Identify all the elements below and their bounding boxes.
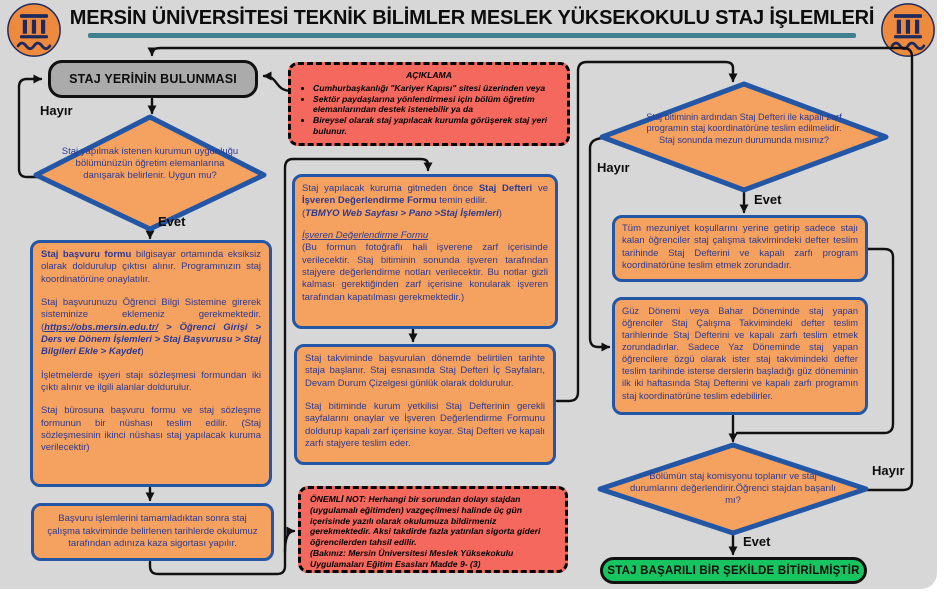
application-box xyxy=(30,240,272,487)
label-yes-2: Evet xyxy=(754,192,782,207)
explanation-item: • Bireysel olarak staj yapılacak kurumla görüşerek staj yeri bulunur. xyxy=(313,115,558,137)
explanation-item: • Cumhurbaşkanlığı "Kariyer Kapısı" sitesi üzerinden veya xyxy=(313,83,558,94)
application-paragraph: Staj başvuru formu bilgisayar ortamında eksiksiz olarak doldurulup çıktısı alınır. Programınızın staj koordinatörüne onaylatılır. xyxy=(41,249,261,285)
label-yes-1: Evet xyxy=(158,214,186,229)
application-paragraph: Staj başvurunuzu Öğrenci Bilgi Sistemine girerek sisteminize eklemeniz gerekmektedir. (https://obs.mersin.edu.tr/ > Öğrenci Girişi > Ders ve Dönem İşlemleri > Staj Başvurusu > Staj Bilgileri Ekle > Kaydet) xyxy=(41,297,262,358)
application-paragraph: İşletmelerde işyeri stajı sözleşmesi formundan iki çıktı alınır ve ilgili alanlar doldurulur. xyxy=(41,369,261,394)
explanation-title: AÇIKLAMA xyxy=(406,70,452,80)
decision-suitability-text: Staj yapılmak istenen kurumun uygunluğu bölümünüzün öğretim elemanlarına danışarak belirlenir. Uygun mu? xyxy=(61,146,239,181)
application-paragraph: Staj bürosuna başvuru formu ve staj sözleşme formunun bir nüshası teslim edilir. (Staj sözleşmesinin ikinci nüshası staj yapılacak kuruma verilecektir) xyxy=(41,405,261,454)
insurance-box: Başvuru işlemlerini tamamladıktan sonra staj çalışma takviminde belirlenen tarihlerde okulumuz tarafından adınıza kaza sigortası yapılır. xyxy=(31,503,274,561)
important-note xyxy=(298,486,568,573)
decision-graduation-text: Staj bitiminin ardından Staj Defteri ile kapalı zarf programın staj koordinatörüne teslim edilmelidir. Staj sonunda mezun durumunda mısınız? xyxy=(646,112,842,145)
label-no-1: Hayır xyxy=(40,103,73,118)
documents-paragraph: Staj yapılacak kuruma gitmeden önce Staj Defteri ve İşveren Değerlendirme Formu temin edilir. (TBMYO Web Sayfası > Pano >Staj İşlemleri) xyxy=(302,183,548,219)
start-node: STAJ YERİNİN BULUNMASI xyxy=(48,60,258,98)
important-note-paragraph: (Bakınız: Mersin Üniversitesi Meslek Yüksekokulu Uygulamaları Eğitim Esasları Madde 9- (3) xyxy=(310,548,514,569)
explanation-note xyxy=(288,62,570,146)
internship-paragraph: Staj bitiminde kurum yetkilisi Staj Defterinin gerekli sayfalarını onaylar ve İşveren Değerlendirme Formunu doldurup kapalı zarf içerisine koyar. Staj Defteri ve kapalı zarfı stajyere teslim eder. xyxy=(305,401,545,450)
internship-paragraph: Staj takviminde başvurulan dönemde belirtilen tarihte staja başlanır. Staj esnasında Staj Defteri İç Sayfaları, Devam Durum Çizelgesi günlük olarak doldurulur. xyxy=(305,353,545,389)
connector-branch-to-important-note xyxy=(285,531,294,552)
important-note-paragraph: ÖNEMLİ NOT: Herhangi bir sorundan dolayı stajdan (uygulamalı eğitimden) vazgeçilmesi halinde üç gün içerisinde yazılı olarak okulumuza bildirmeniz gerekmektedir. Aksi takdirde fazla yatırılan sigorta gideri öğrencilerden tahsil edilir. xyxy=(310,494,541,548)
explanation-item: • Sektör paydaşlarına yönlendirmesi için bölüm öğretim elemanlarından destek istenebilir ya da xyxy=(313,94,558,116)
connector-decision1-no-loop xyxy=(19,79,41,177)
term-students-box: Güz Dönemi veya Bahar Döneminde staj yapan öğrenciler Staj Çalışma Takvimindeki defter teslim tarihlerinde Staj Defterini ve kapalı zarfı teslim etmek zorundadırlar. Sadece Yaz Döneminde staj yapan öğrencilere özgü olarak ister staj takvimindeki defter teslim tarihinde isterse derslerin başladığı güz döneminin ilk iki haftasında Staj Defterini ve kapalı zarfı programın staj koordinatörüne teslim edebilirler. xyxy=(612,297,868,415)
label-no-3: Hayır xyxy=(872,463,905,478)
explanation-list xyxy=(300,83,558,137)
end-node: STAJ BAŞARILI BİR ŞEKİLDE BİTİRİLMİŞTİR xyxy=(600,557,867,584)
label-yes-3: Evet xyxy=(743,534,771,549)
documents-box xyxy=(292,174,558,329)
graduating-students-box: Tüm mezuniyet koşullarını yerine getirip sadece stajı kalan öğrenciler staj çalışma takvimindeki defter teslim tarihinde Staj Defterini ve kapalı zarfı program koordinatörüne teslim etmek zorundadır. xyxy=(612,215,868,282)
internship-period-box xyxy=(294,344,556,465)
documents-paragraph: İşveren Değerlendirme Formu (Bu formun fotoğraflı hali işverene zarf içerisinde verilecektir. Staj bitiminin sonunda işveren tarafından stajyere değerlendirme notları verilecektir. Bu notlar gizli kalması gerektiğinden zarf içerisine konularak işveren tarafından kapatılması gerekmektedir.) xyxy=(302,230,548,303)
decision-evaluation-text: Bölümün staj komisyonu toplanır ve staj durumlarını değerlendirir.Öğrenci stajdan başarılı mı? xyxy=(630,471,836,506)
page-title: MERSİN ÜNİVERSİTESİ TEKNİK BİLİMLER MESLEK YÜKSEKOKULU STAJ İŞLEMLERİ xyxy=(69,7,875,29)
label-no-2: Hayır xyxy=(597,160,630,175)
